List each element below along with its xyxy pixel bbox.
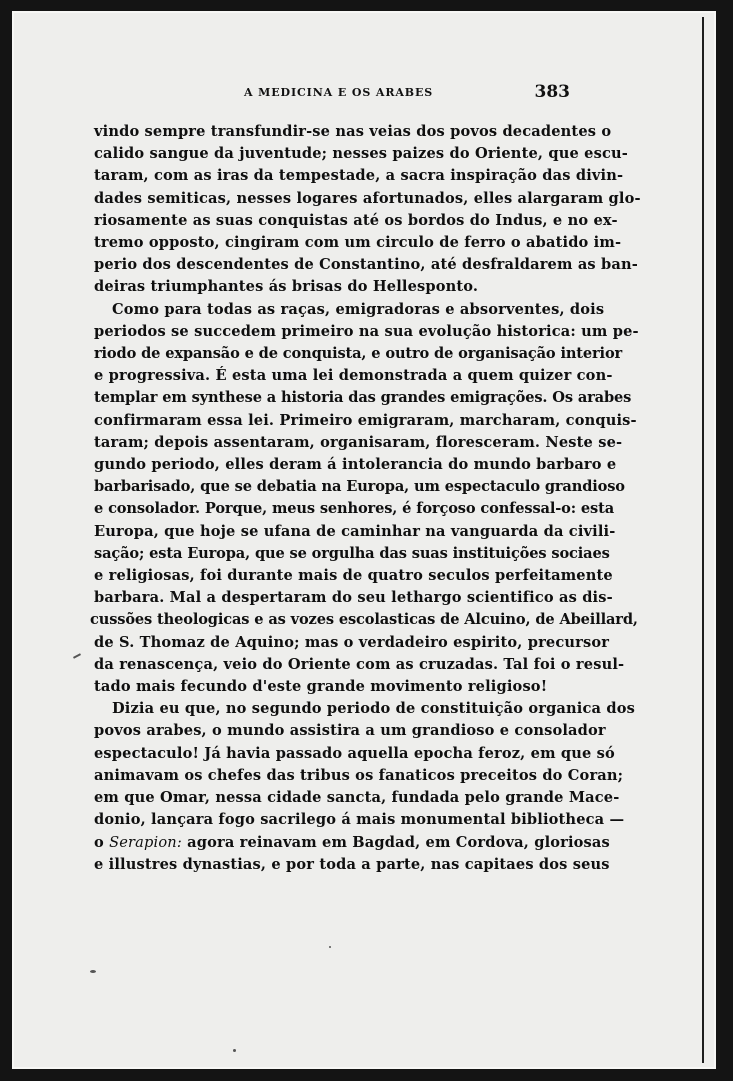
text-line: confirmaram essa lei. Primeiro emigraram, marcharam, conquis- — [94, 411, 637, 429]
text-line: templar em synthese a historia das grandes emigrações. Os arabes — [94, 389, 632, 407]
line-remainder: agora reinavam em Bagdad, em Cordova, gloriosas — [187, 833, 610, 851]
text-line: barbara. Mal a despertaram do seu lethargo scientifico as dis- — [94, 589, 613, 607]
text-line: barbarisado, que se debatia na Europa, um espectaculo grandioso — [94, 478, 625, 496]
text-line: e religiosas, foi durante mais de quatro seculos perfeitamente — [94, 567, 613, 585]
text-line: espectaculo! Já havia passado aquella epocha feroz, em que só — [94, 744, 615, 762]
running-title: A MEDICINA E OS ARABES — [244, 86, 434, 99]
text-line: deiras triumphantes ás brisas do Hellesponto. — [94, 278, 479, 296]
ink-speck — [90, 970, 96, 973]
text-line: de S. Thomaz de Aquino; mas o verdadeiro espirito, precursor — [94, 633, 610, 651]
text-line: calido sangue da juventude; nesses paizes do Oriente, que escu- — [94, 145, 628, 163]
text-line: cussões theologicas e as vozes escolasticas de Alcuino, de Abeillard, — [90, 611, 638, 629]
text-line: tremo opposto, cingiram com um circulo de ferro o abatido im- — [94, 234, 622, 252]
book-page — [12, 11, 716, 1069]
text-line: povos arabes, o mundo assistira a um grandioso e consolador — [94, 722, 606, 740]
text-line: animavam os chefes das tribus os fanaticos preceitos do Coran; — [94, 766, 624, 784]
text-line: taram; depois assentaram, organisaram, floresceram. Neste se- — [94, 433, 623, 451]
text-line: Como para todas as raças, emigradoras e absorventes, dois — [112, 300, 605, 318]
text-line: riodo de expansão e de conquista, e outro de organisação interior — [94, 345, 623, 363]
text-line: dades semiticas, nesses logares afortunados, elles alargaram glo- — [94, 189, 641, 207]
text-line: e illustres dynastias, e por toda a parte, nas capitaes dos seus — [94, 855, 610, 873]
text-line: riosamente as suas conquistas até os bordos do Indus, e no ex- — [94, 211, 618, 229]
text-line: sação; esta Europa, que se orgulha das suas instituições sociaes — [94, 544, 610, 562]
text-line: periodos se succedem primeiro na sua evolução historica: um pe- — [94, 322, 639, 340]
page-header — [84, 82, 570, 107]
ink-speck — [329, 946, 331, 948]
line-prefix: o — [94, 833, 110, 851]
text-line: vindo sempre transfundir-se nas veias dos povos decadentes o — [94, 123, 612, 140]
text-line: Dizia eu que, no segundo periodo de constituição organica dos — [112, 700, 635, 718]
margin-mark — [73, 653, 81, 659]
body-text — [90, 121, 641, 876]
italic-title: Serapion: — [109, 833, 182, 851]
text-line: Europa, que hoje se ufana de caminhar na vanguarda da civili- — [94, 522, 616, 540]
page-edge-rule — [702, 17, 704, 1063]
text-line: e consolador. Porque, meus senhores, é forçoso confessal-o: esta — [94, 500, 615, 518]
text-line: da renascença, veio do Oriente com as cruzadas. Tal foi o resul- — [94, 655, 625, 673]
text-line: e progressiva. É esta uma lei demonstrada a quem quizer con- — [94, 367, 613, 385]
text-line: perio dos descendentes de Constantino, até desfraldarem as ban- — [94, 256, 638, 274]
text-line: em que Omar, nessa cidade sancta, fundada pelo grande Mace- — [94, 789, 620, 807]
ink-speck — [233, 1049, 236, 1052]
text-line: gundo periodo, elles deram á intolerancia do mundo barbaro e — [94, 456, 617, 474]
text-line: taram, com as iras da tempestade, a sacra inspiração das divin- — [94, 167, 624, 185]
text-line: donio, lançara fogo sacrilego á mais monumental bibliotheca — — [94, 811, 625, 829]
text-line: tado mais fecundo d'este grande movimento religioso! — [94, 678, 548, 696]
page-number: 383 — [534, 82, 570, 102]
text-line — [94, 832, 610, 854]
